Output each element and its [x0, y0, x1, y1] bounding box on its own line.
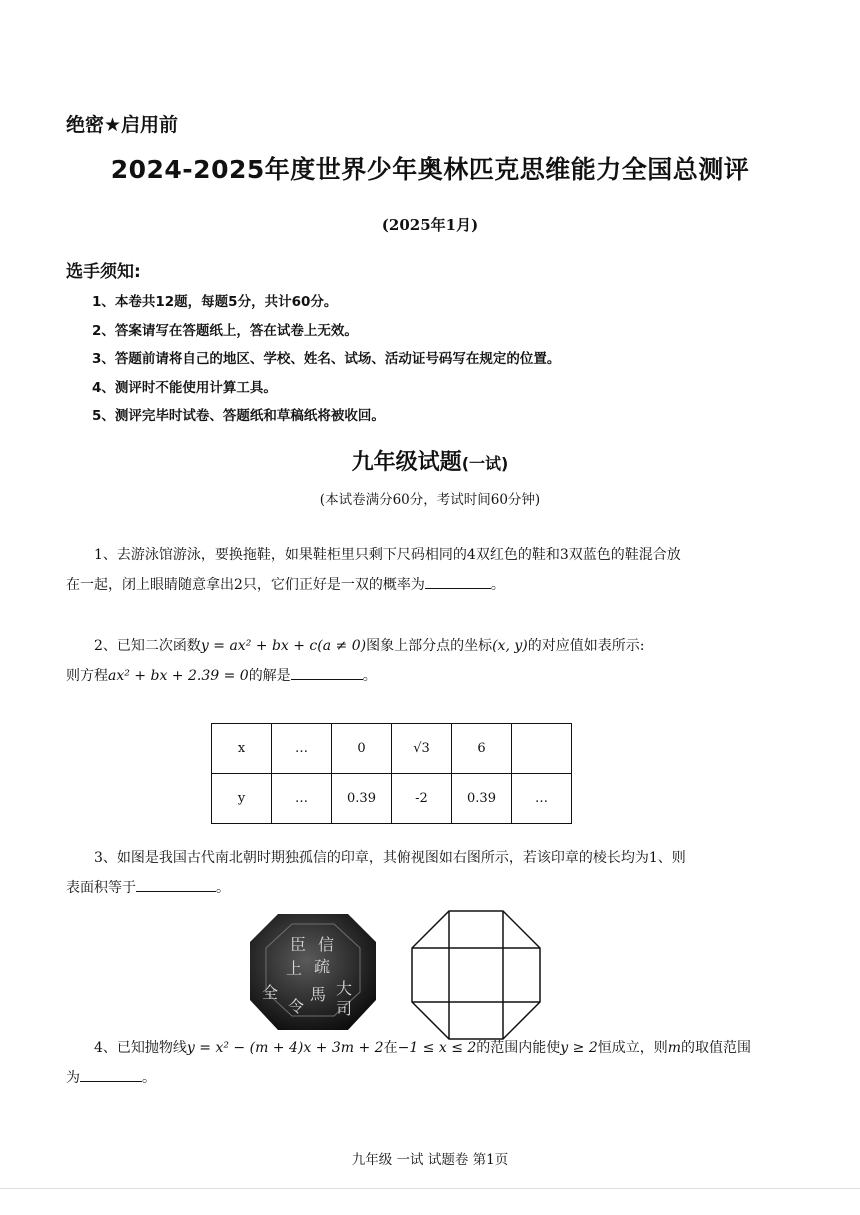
exam-main-title: 2024-2025年度世界少年奥林匹克思维能力全国总测评 — [110, 155, 750, 184]
seal-char: 上 — [286, 959, 303, 978]
q2-text-e: 的解是 — [248, 668, 291, 684]
table-cell: 0 — [332, 724, 392, 774]
table-cell: … — [272, 774, 332, 824]
notice-item: 1、本卷共12题，每题5分，共计60分。 — [92, 294, 338, 310]
table-row — [212, 724, 572, 774]
q1-answer-blank — [425, 572, 491, 589]
table-cell — [512, 724, 572, 774]
grade-title-text: 九年级试题 — [351, 450, 462, 475]
notice-item: 2、答案请写在答题纸上，答在试卷上无效。 — [92, 322, 358, 339]
q2-function: y = ax² + bx + c(a ≠ 0) — [200, 638, 367, 654]
q1-end: 。 — [490, 577, 505, 593]
seal-char: 全 — [262, 983, 279, 1002]
top-view-diagram — [411, 910, 541, 1040]
table-row — [212, 774, 572, 824]
table-cell: … — [512, 774, 572, 824]
table-cell: 6 — [452, 724, 512, 774]
table-cell: √3 — [392, 724, 452, 774]
notice-item: 4、测评时不能使用计算工具。 — [92, 379, 277, 396]
q2-text-c: 的对应值如表所示: — [527, 638, 645, 654]
seal-photo — [248, 910, 378, 1032]
question-1 — [66, 540, 786, 600]
q2-answer-blank — [291, 663, 363, 680]
seal-char: 馬 — [310, 985, 327, 1004]
q4-text-b: 在 — [383, 1040, 398, 1056]
q4-variable: m — [667, 1040, 682, 1056]
question-2 — [66, 631, 786, 691]
value-table — [211, 723, 572, 824]
table-cell: 0.39 — [332, 774, 392, 824]
q4-text-d: 恒成立，则 — [597, 1040, 668, 1056]
q3-text: 表面积等于 — [66, 880, 136, 896]
table-cell: y — [212, 774, 272, 824]
q1-line-2 — [66, 570, 786, 600]
notice-item: 5、测评完毕时试卷、答题纸和草稿纸将被收回。 — [92, 408, 385, 424]
q1-text: 在一起，闭上眼睛随意拿出2只，它们正好是一双的概率为 — [66, 577, 425, 593]
seal-char: 大 — [336, 979, 353, 998]
seal-char: 疏 — [314, 957, 331, 976]
secret-label: 绝密★启用前 — [66, 114, 179, 136]
grade-title — [0, 445, 860, 476]
notice-item: 3、答题前请将自己的地区、学校、姓名、试场、活动证号码写在规定的位置。 — [92, 351, 561, 367]
q4-range: −1 ≤ x ≤ 2 — [397, 1040, 477, 1056]
q2-end: 。 — [362, 668, 377, 684]
q4-text-a: 4、已知抛物线 — [94, 1040, 187, 1056]
question-4 — [66, 1033, 786, 1093]
q4-text-f: 为 — [66, 1070, 80, 1086]
notice-list — [92, 288, 560, 431]
seal-char: 信 — [318, 935, 335, 954]
q2-line-1 — [66, 631, 786, 661]
q3-answer-blank — [136, 875, 216, 892]
q1-line-1: 1、去游泳馆游泳，要换拖鞋，如果鞋柜里只剩下尺码相同的4双红色的鞋和3双蓝色的鞋混合放 — [94, 547, 681, 563]
q4-condition: y ≥ 2 — [560, 1040, 598, 1056]
exam-note: (本试卷满分60分，考试时间60分钟) — [319, 492, 541, 508]
q2-equation: ax² + bx + 2.39 = 0 — [108, 668, 249, 684]
exam-date: (2025年1月) — [381, 216, 479, 234]
scan-edge-divider — [0, 1188, 860, 1189]
question-3 — [66, 843, 786, 903]
seal-char: 臣 — [290, 935, 307, 954]
q4-parabola: y = x² − (m + 4)x + 3m + 2 — [186, 1040, 384, 1056]
table-cell: x — [212, 724, 272, 774]
q2-line-2 — [66, 661, 786, 691]
q4-end: 。 — [142, 1070, 156, 1086]
notice-heading: 选手须知: — [66, 262, 141, 282]
q4-line-2 — [66, 1063, 786, 1093]
seal-char: 司 — [336, 999, 353, 1018]
q2-coordinate: (x, y) — [492, 638, 528, 654]
q3-end: 。 — [216, 880, 230, 896]
q4-answer-blank — [80, 1065, 142, 1082]
table-cell: 0.39 — [452, 774, 512, 824]
q3-line-2 — [66, 873, 786, 903]
table-cell: … — [272, 724, 332, 774]
q2-text-a: 2、已知二次函数 — [94, 638, 201, 654]
page-footer: 九年级 一试 试题卷 第1页 — [351, 1152, 509, 1168]
seal-char: 令 — [288, 997, 305, 1016]
q4-text-e: 的取值范围 — [681, 1040, 752, 1056]
q2-text-b: 图象上部分点的坐标 — [366, 638, 493, 654]
q2-text-d: 则方程 — [66, 668, 108, 684]
q3-line-1: 3、如图是我国古代南北朝时期独孤信的印章，其俯视图如右图所示，若该印章的棱长均为1、则 — [94, 850, 686, 866]
q4-line-1 — [66, 1033, 786, 1063]
q4-text-c: 的范围内能使 — [476, 1040, 561, 1056]
table-cell: -2 — [392, 774, 452, 824]
grade-title-round: (一试) — [461, 454, 509, 473]
